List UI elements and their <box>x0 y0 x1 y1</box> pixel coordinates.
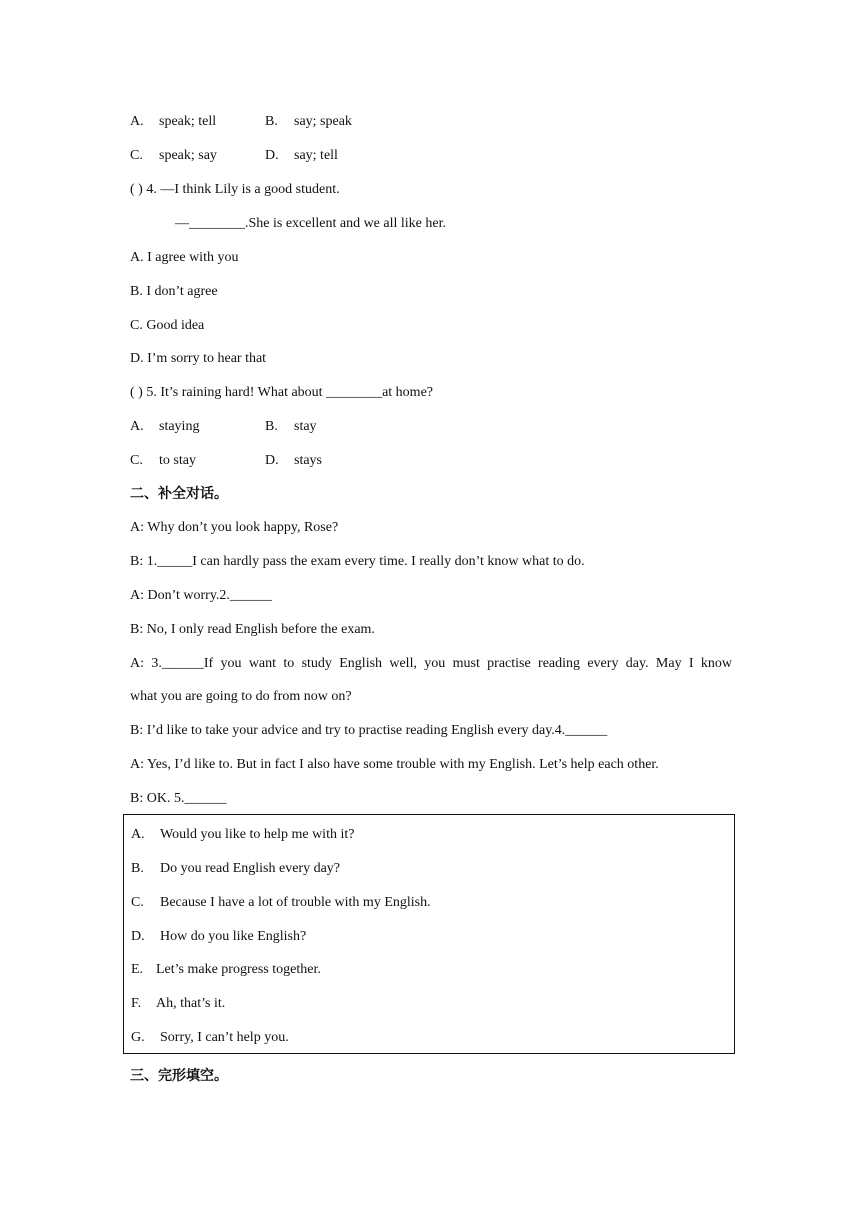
option-text: to stay <box>159 453 196 468</box>
q5-stem: ( ) 5. It’s raining hard! What about ________at home? <box>130 385 433 400</box>
option-text: speak; say <box>159 148 217 163</box>
dialogue-line-2: B: 1._____I can hardly pass the exam every time. I really don’t know what to do. <box>130 554 585 569</box>
option-letter: D. <box>265 453 279 468</box>
choice-text: Sorry, I can’t help you. <box>160 1030 289 1045</box>
option-letter: B. <box>265 419 278 434</box>
dialogue-line-3: A: Don’t worry.2.______ <box>130 588 272 603</box>
section-2-heading: 二、补全对话。 <box>130 486 228 502</box>
q4-option-a: A. I agree with you <box>130 250 239 265</box>
option-letter: B. <box>265 114 278 129</box>
choice-letter: G. <box>131 1030 145 1045</box>
choice-text: Ah, that’s it. <box>156 996 226 1011</box>
option-letter: C. <box>130 453 143 468</box>
q5-options-row-1 <box>130 418 317 436</box>
dialogue-line-7: B: I’d like to take your advice and try to practise reading English every day.4.______ <box>130 723 608 738</box>
choice-c <box>131 894 431 912</box>
choice-letter: E. <box>131 962 144 977</box>
choice-g <box>131 1029 289 1047</box>
option-letter: A. <box>130 114 144 129</box>
choice-text: Let’s make progress together. <box>156 962 321 977</box>
choice-text: Would you like to help me with it? <box>160 827 355 842</box>
q3-options-row-2 <box>130 147 338 165</box>
choice-text: Do you read English every day? <box>160 861 340 876</box>
choice-text: How do you like English? <box>160 929 307 944</box>
option-text: say; speak <box>294 114 352 129</box>
choice-text: Because I have a lot of trouble with my English. <box>160 895 431 910</box>
q4-option-d: D. I’m sorry to hear that <box>130 351 267 366</box>
choice-letter: D. <box>131 929 145 944</box>
q4-option-c: C. Good idea <box>130 318 205 333</box>
choice-d <box>131 928 306 946</box>
choice-b <box>131 860 340 878</box>
option-text: speak; tell <box>159 114 217 129</box>
option-letter: C. <box>130 148 143 163</box>
section-3-heading: 三、完形填空。 <box>130 1068 228 1084</box>
choice-f <box>131 995 225 1013</box>
q5-options-row-2 <box>130 452 322 470</box>
choice-letter: C. <box>131 895 144 910</box>
option-letter: A. <box>130 419 144 434</box>
option-text: stays <box>294 453 322 468</box>
dialogue-line-9: B: OK. 5.______ <box>130 791 227 806</box>
choice-letter: A. <box>131 827 145 842</box>
choice-e <box>131 961 321 979</box>
option-text: staying <box>159 419 200 434</box>
choice-a <box>131 826 354 844</box>
dialogue-line-8: A: Yes, I’d like to. But in fact I also have some trouble with my English. Let’s help each other. <box>130 757 659 772</box>
dialogue-line-4: B: No, I only read English before the exam. <box>130 622 375 637</box>
dialogue-line-6: what you are going to do from now on? <box>130 689 352 704</box>
dialogue-line-5: A: 3.______If you want to study English well, you must practise reading every day. May I know <box>130 656 732 671</box>
q4-stem: ( ) 4. —I think Lily is a good student. <box>130 182 340 197</box>
option-letter: D. <box>265 148 279 163</box>
option-text: say; tell <box>294 148 338 163</box>
choice-letter: F. <box>131 996 142 1011</box>
q4-reply: —________.She is excellent and we all like her. <box>175 216 446 231</box>
choices-box <box>123 814 735 1054</box>
dialogue-line-1: A: Why don’t you look happy, Rose? <box>130 520 339 535</box>
q4-option-b: B. I don’t agree <box>130 284 218 299</box>
choice-letter: B. <box>131 861 144 876</box>
option-text: stay <box>294 419 317 434</box>
q3-options-row-1 <box>130 113 352 131</box>
